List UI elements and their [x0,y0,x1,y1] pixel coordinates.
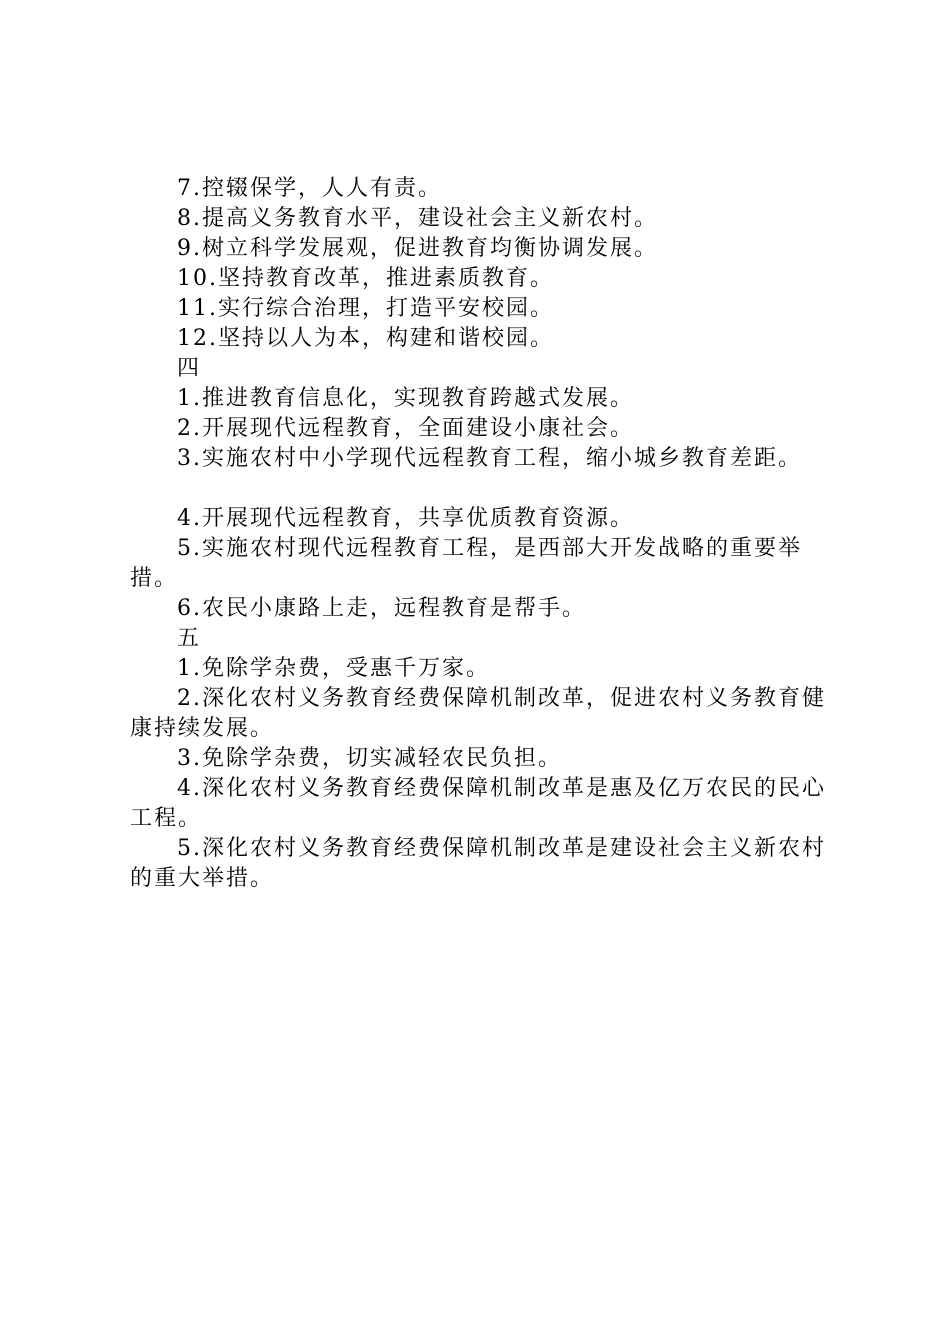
list-item: 1.免除学杂费，受惠千万家。 [177,656,490,681]
list-item: 10.坚持教育改革，推进素质教育。 [177,266,554,291]
blank-line [130,474,835,504]
list-item: 12.坚持以人为本，构建和谐校园。 [177,326,554,351]
list-item: 9.树立科学发展观，促进教育均衡协调发展。 [177,236,658,261]
list-item: 4.深化农村义务教育经费保障机制改革是惠及亿万农民的民心工程。 [130,776,826,831]
list-item: 5.实施农村现代远程教育工程，是西部大开发战略的重要举措。 [130,536,802,591]
document-body [130,174,835,894]
section-heading-four: 四 [177,356,202,381]
section-heading-five: 五 [177,626,202,651]
list-item: 2.深化农村义务教育经费保障机制改革，促进农村义务教育健康持续发展。 [130,686,826,741]
list-item: 5.深化农村义务教育经费保障机制改革是建设社会主义新农村的重大举措。 [130,836,826,891]
list-item: 7.控辍保学，人人有责。 [177,176,442,201]
list-item: 6.农民小康路上走，远程教育是帮手。 [177,596,586,621]
list-item: 3.实施农村中小学现代远程教育工程，缩小城乡教育差距。 [177,446,802,471]
list-item: 2.开展现代远程教育，全面建设小康社会。 [177,416,634,441]
list-item: 4.开展现代远程教育，共享优质教育资源。 [177,506,634,531]
list-item: 11.实行综合治理，打造平安校园。 [177,296,554,321]
list-item: 1.推进教育信息化，实现教育跨越式发展。 [177,386,634,411]
list-item: 3.免除学杂费，切实减轻农民负担。 [177,746,562,771]
list-item: 8.提高义务教育水平，建设社会主义新农村。 [177,206,658,231]
